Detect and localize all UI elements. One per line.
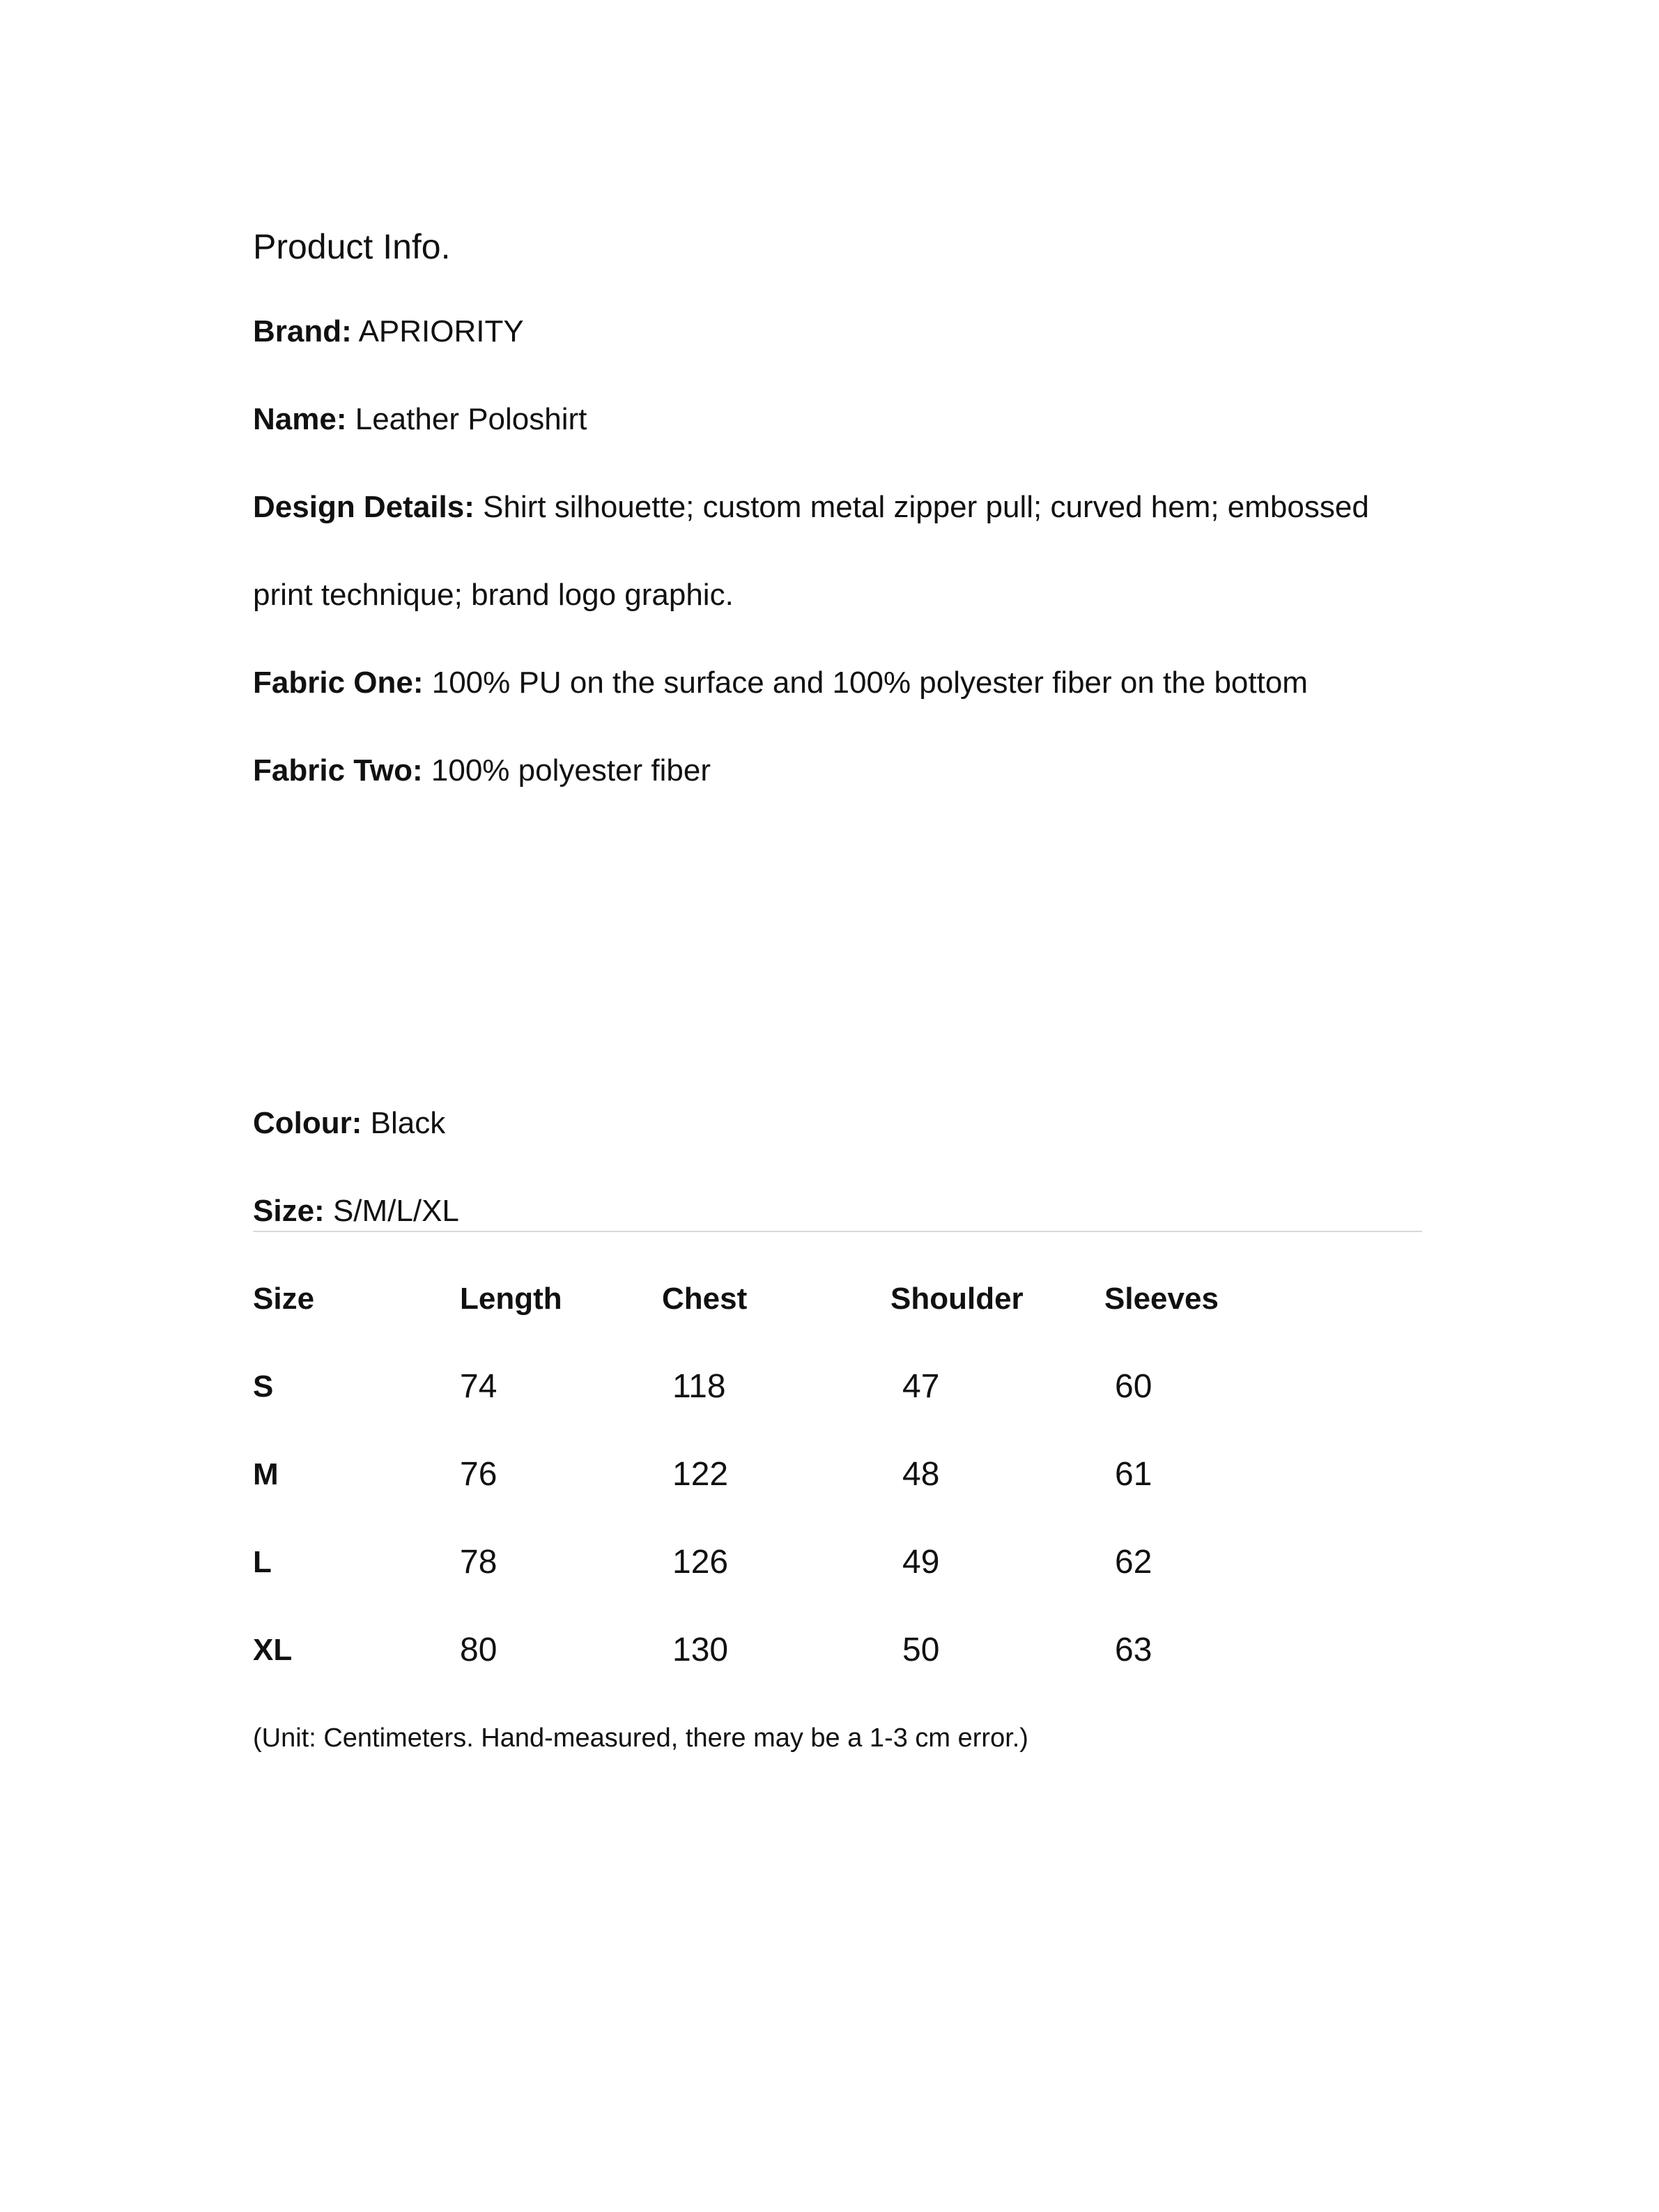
- colour-label: Colour:: [253, 1106, 362, 1140]
- fabric-one-value: 100% PU on the surface and 100% polyester fiber on the bottom: [431, 666, 1308, 700]
- header-sleeves: Sleeves: [1104, 1282, 1219, 1316]
- table-cell-sleeves: 61: [1115, 1456, 1152, 1493]
- table-cell-sleeves: 63: [1115, 1631, 1152, 1668]
- table-cell-shoulder: 48: [902, 1456, 940, 1493]
- page-title: Product Info.: [253, 227, 451, 266]
- brand-line: [253, 309, 524, 354]
- table-cell-chest: 130: [672, 1631, 729, 1668]
- header-size: Size: [253, 1282, 315, 1316]
- table-cell-size: M: [253, 1457, 279, 1491]
- table-cell-shoulder: 47: [902, 1368, 940, 1405]
- table-cell-chest: 118: [672, 1368, 726, 1405]
- fabric-two-label: Fabric Two:: [253, 753, 423, 788]
- size-value: S/M/L/XL: [332, 1194, 459, 1228]
- brand-label: Brand:: [253, 314, 352, 348]
- colour-value: Black: [370, 1106, 446, 1140]
- name-label: Name:: [253, 402, 347, 436]
- header-shoulder: Shoulder: [890, 1282, 1024, 1316]
- size-label: Size:: [253, 1194, 325, 1228]
- brand-value: APRIORITY: [358, 314, 524, 348]
- table-cell-length: 80: [460, 1631, 497, 1668]
- name-line: [253, 397, 587, 442]
- table-cell-shoulder: 49: [902, 1544, 940, 1581]
- table-cell-shoulder: 50: [902, 1631, 940, 1668]
- table-cell-chest: 126: [672, 1544, 729, 1581]
- name-value: Leather Poloshirt: [355, 402, 587, 436]
- design-value-continued: print technique; brand logo graphic.: [253, 578, 734, 612]
- table-cell-size: S: [253, 1369, 274, 1404]
- table-cell-length: 76: [460, 1456, 497, 1493]
- fabric-one-line: [253, 661, 1308, 705]
- design-label: Design Details:: [253, 490, 474, 524]
- measurement-note: (Unit: Centimeters. Hand-measured, there may be a 1-3 cm error.): [253, 1723, 1028, 1753]
- table-cell-sleeves: 60: [1115, 1368, 1152, 1405]
- header-chest: Chest: [662, 1282, 748, 1316]
- table-cell-length: 78: [460, 1544, 497, 1581]
- header-length: Length: [460, 1282, 562, 1316]
- table-cell-size: L: [253, 1545, 272, 1579]
- design-line: [253, 485, 1369, 530]
- fabric-two-value: 100% polyester fiber: [431, 753, 711, 788]
- divider: [253, 1231, 1422, 1232]
- fabric-one-label: Fabric One:: [253, 666, 424, 700]
- table-cell-size: XL: [253, 1633, 293, 1667]
- colour-line: [253, 1101, 445, 1146]
- table-cell-sleeves: 62: [1115, 1544, 1152, 1581]
- table-cell-chest: 122: [672, 1456, 729, 1493]
- size-line: [253, 1189, 459, 1234]
- design-value: Shirt silhouette; custom metal zipper pull; curved hem; embossed: [483, 490, 1369, 524]
- table-cell-length: 74: [460, 1368, 497, 1405]
- fabric-two-line: [253, 748, 711, 793]
- design-line-2: [253, 573, 734, 617]
